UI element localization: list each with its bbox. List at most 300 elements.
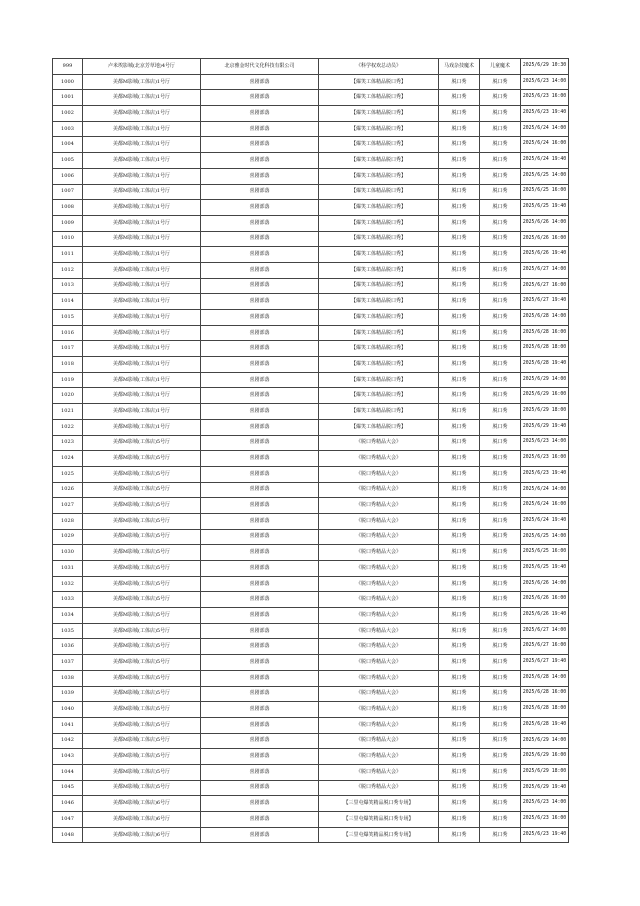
table-row [53, 780, 569, 796]
category-cell: 脱口秀 [439, 388, 480, 404]
subcategory-cell: 脱口秀 [480, 608, 521, 624]
category-cell: 脱口秀 [439, 639, 480, 655]
row-number-cell: 1004 [53, 137, 83, 153]
row-number-cell: 1000 [53, 74, 83, 90]
organizer-cell: 喜剧部落 [201, 717, 319, 733]
show-title-cell: 【爆笑工体精品脱口秀】 [319, 262, 439, 278]
organizer-cell: 喜剧部落 [201, 466, 319, 482]
showtime-cell: 2025/6/29 16:00 [521, 749, 569, 765]
category-cell: 脱口秀 [439, 278, 480, 294]
category-cell: 脱口秀 [439, 827, 480, 843]
row-number-cell: 1005 [53, 153, 83, 169]
organizer-cell: 喜剧部落 [201, 482, 319, 498]
table-row [53, 482, 569, 498]
category-cell: 脱口秀 [439, 529, 480, 545]
table-row [53, 153, 569, 169]
row-number-cell: 1016 [53, 325, 83, 341]
category-cell: 脱口秀 [439, 451, 480, 467]
show-title-cell: 《脱口秀精品大会》 [319, 513, 439, 529]
category-cell: 脱口秀 [439, 262, 480, 278]
organizer-cell: 喜剧部落 [201, 137, 319, 153]
venue-cell: 美都M影城(工体店)6号厅 [83, 796, 201, 812]
table-row [53, 655, 569, 671]
category-cell: 脱口秀 [439, 90, 480, 106]
category-cell: 脱口秀 [439, 404, 480, 420]
show-title-cell: 《脱口秀精品大会》 [319, 482, 439, 498]
category-cell: 脱口秀 [439, 812, 480, 828]
row-number-cell: 999 [53, 59, 83, 75]
venue-cell: 美都M影城(工体店)1号厅 [83, 310, 201, 326]
show-title-cell: 【爆笑工体精品脱口秀】 [319, 231, 439, 247]
category-cell: 脱口秀 [439, 200, 480, 216]
show-title-cell: 《脱口秀精品大会》 [319, 592, 439, 608]
showtime-cell: 2025/6/24 19:40 [521, 513, 569, 529]
show-title-cell: 《脱口秀精品大会》 [319, 608, 439, 624]
organizer-cell: 喜剧部落 [201, 90, 319, 106]
subcategory-cell: 脱口秀 [480, 357, 521, 373]
table-row [53, 764, 569, 780]
row-number-cell: 1037 [53, 655, 83, 671]
row-number-cell: 1029 [53, 529, 83, 545]
category-cell: 脱口秀 [439, 780, 480, 796]
showtime-cell: 2025/6/29 18:00 [521, 404, 569, 420]
show-title-cell: 《脱口秀精品大会》 [319, 451, 439, 467]
subcategory-cell: 脱口秀 [480, 262, 521, 278]
show-title-cell: 《脱口秀精品大会》 [319, 561, 439, 577]
show-title-cell: 《脱口秀精品大会》 [319, 529, 439, 545]
show-title-cell: 【爆笑工体精品脱口秀】 [319, 341, 439, 357]
row-number-cell: 1008 [53, 200, 83, 216]
subcategory-cell: 脱口秀 [480, 388, 521, 404]
category-cell: 脱口秀 [439, 419, 480, 435]
showtime-cell: 2025/6/29 16:00 [521, 388, 569, 404]
subcategory-cell: 脱口秀 [480, 404, 521, 420]
category-cell: 脱口秀 [439, 231, 480, 247]
show-title-cell: 【爆笑工体精品脱口秀】 [319, 153, 439, 169]
row-number-cell: 1022 [53, 419, 83, 435]
showtime-cell: 2025/6/25 19:40 [521, 561, 569, 577]
subcategory-cell: 脱口秀 [480, 655, 521, 671]
showtime-cell: 2025/6/25 19:40 [521, 200, 569, 216]
table-row [53, 247, 569, 263]
organizer-cell: 喜剧部落 [201, 561, 319, 577]
venue-cell: 美都M影城(工体店)5号厅 [83, 702, 201, 718]
organizer-cell: 喜剧部落 [201, 670, 319, 686]
table-row [53, 670, 569, 686]
category-cell: 脱口秀 [439, 74, 480, 90]
venue-cell: 美都M影城(工体店)5号厅 [83, 513, 201, 529]
subcategory-cell: 脱口秀 [480, 294, 521, 310]
table-row [53, 592, 569, 608]
venue-cell: 美都M影城(工体店)1号厅 [83, 388, 201, 404]
venue-cell: 美都M影城(工体店)1号厅 [83, 137, 201, 153]
organizer-cell: 喜剧部落 [201, 262, 319, 278]
show-title-cell: 【三里屯爆笑精品脱口秀专场】 [319, 827, 439, 843]
showtime-cell: 2025/6/24 19:40 [521, 153, 569, 169]
show-title-cell: 《脱口秀精品大会》 [319, 686, 439, 702]
subcategory-cell: 脱口秀 [480, 513, 521, 529]
table-row [53, 796, 569, 812]
subcategory-cell: 脱口秀 [480, 592, 521, 608]
organizer-cell: 喜剧部落 [201, 388, 319, 404]
organizer-cell: 喜剧部落 [201, 639, 319, 655]
subcategory-cell: 脱口秀 [480, 106, 521, 122]
venue-cell: 美都M影城(工体店)1号厅 [83, 357, 201, 373]
showtime-cell: 2025/6/28 14:00 [521, 310, 569, 326]
venue-cell: 美都M影城(工体店)1号厅 [83, 372, 201, 388]
table-row [53, 372, 569, 388]
venue-cell: 美都M影城(工体店)1号厅 [83, 325, 201, 341]
show-title-cell: 【爆笑工体精品脱口秀】 [319, 90, 439, 106]
show-title-cell: 《科学权欢总动员》 [319, 59, 439, 75]
subcategory-cell: 脱口秀 [480, 717, 521, 733]
category-cell: 脱口秀 [439, 498, 480, 514]
organizer-cell: 喜剧部落 [201, 419, 319, 435]
row-number-cell: 1014 [53, 294, 83, 310]
venue-cell: 美都M影城(工体店)1号厅 [83, 247, 201, 263]
venue-cell: 美都M影城(工体店)5号厅 [83, 545, 201, 561]
showtime-cell: 2025/6/25 14:00 [521, 529, 569, 545]
subcategory-cell: 脱口秀 [480, 435, 521, 451]
category-cell: 脱口秀 [439, 121, 480, 137]
subcategory-cell: 脱口秀 [480, 200, 521, 216]
table-row [53, 168, 569, 184]
show-title-cell: 【爆笑工体精品脱口秀】 [319, 200, 439, 216]
subcategory-cell: 脱口秀 [480, 670, 521, 686]
show-title-cell: 《脱口秀精品大会》 [319, 498, 439, 514]
organizer-cell: 喜剧部落 [201, 168, 319, 184]
showtime-cell: 2025/6/27 16:00 [521, 639, 569, 655]
venue-cell: 美都M影城(工体店)5号厅 [83, 592, 201, 608]
organizer-cell: 喜剧部落 [201, 796, 319, 812]
row-number-cell: 1046 [53, 796, 83, 812]
showtime-cell: 2025/6/24 14:00 [521, 482, 569, 498]
subcategory-cell: 脱口秀 [480, 451, 521, 467]
subcategory-cell: 脱口秀 [480, 623, 521, 639]
table-row [53, 827, 569, 843]
table-row [53, 137, 569, 153]
show-title-cell: 【爆笑工体精品脱口秀】 [319, 357, 439, 373]
category-cell: 脱口秀 [439, 106, 480, 122]
organizer-cell: 喜剧部落 [201, 623, 319, 639]
showtime-cell: 2025/6/29 18:00 [521, 764, 569, 780]
showtime-cell: 2025/6/25 16:00 [521, 545, 569, 561]
organizer-cell: 喜剧部落 [201, 310, 319, 326]
organizer-cell: 喜剧部落 [201, 294, 319, 310]
row-number-cell: 1012 [53, 262, 83, 278]
subcategory-cell: 脱口秀 [480, 419, 521, 435]
organizer-cell: 喜剧部落 [201, 545, 319, 561]
subcategory-cell: 脱口秀 [480, 529, 521, 545]
organizer-cell: 喜剧部落 [201, 357, 319, 373]
category-cell: 脱口秀 [439, 670, 480, 686]
showtime-cell: 2025/6/25 14:00 [521, 168, 569, 184]
organizer-cell: 喜剧部落 [201, 576, 319, 592]
organizer-cell: 喜剧部落 [201, 435, 319, 451]
subcategory-cell: 脱口秀 [480, 153, 521, 169]
table-row [53, 435, 569, 451]
showtime-cell: 2025/6/26 14:00 [521, 215, 569, 231]
showtime-cell: 2025/6/28 16:00 [521, 325, 569, 341]
organizer-cell: 喜剧部落 [201, 529, 319, 545]
subcategory-cell: 脱口秀 [480, 498, 521, 514]
subcategory-cell: 脱口秀 [480, 545, 521, 561]
table-row [53, 90, 569, 106]
subcategory-cell: 脱口秀 [480, 247, 521, 263]
venue-cell: 美都M影城(工体店)5号厅 [83, 686, 201, 702]
showtime-cell: 2025/6/23 16:00 [521, 812, 569, 828]
show-title-cell: 【爆笑工体精品脱口秀】 [319, 404, 439, 420]
venue-cell: 美都M影城(工体店)1号厅 [83, 121, 201, 137]
venue-cell: 美都M影城(工体店)5号厅 [83, 451, 201, 467]
subcategory-cell: 脱口秀 [480, 827, 521, 843]
category-cell: 脱口秀 [439, 655, 480, 671]
showtime-cell: 2025/6/29 19:40 [521, 419, 569, 435]
category-cell: 脱口秀 [439, 702, 480, 718]
row-number-cell: 1038 [53, 670, 83, 686]
category-cell: 脱口秀 [439, 576, 480, 592]
venue-cell: 美都M影城(工体店)5号厅 [83, 482, 201, 498]
venue-cell: 美都M影城(工体店)5号厅 [83, 780, 201, 796]
venue-cell: 美都M影城(工体店)1号厅 [83, 341, 201, 357]
venue-cell: 美都M影城(工体店)5号厅 [83, 623, 201, 639]
subcategory-cell: 脱口秀 [480, 168, 521, 184]
row-number-cell: 1035 [53, 623, 83, 639]
row-number-cell: 1044 [53, 764, 83, 780]
table-row [53, 812, 569, 828]
organizer-cell: 喜剧部落 [201, 655, 319, 671]
show-title-cell: 《脱口秀精品大会》 [319, 655, 439, 671]
showtime-cell: 2025/6/23 14:00 [521, 74, 569, 90]
subcategory-cell: 脱口秀 [480, 796, 521, 812]
showtime-cell: 2025/6/23 19:40 [521, 827, 569, 843]
row-number-cell: 1025 [53, 466, 83, 482]
organizer-cell: 喜剧部落 [201, 247, 319, 263]
venue-cell: 美都M影城(工体店)5号厅 [83, 466, 201, 482]
show-title-cell: 【爆笑工体精品脱口秀】 [319, 325, 439, 341]
row-number-cell: 1023 [53, 435, 83, 451]
organizer-cell: 喜剧部落 [201, 74, 319, 90]
showtime-cell: 2025/6/24 16:00 [521, 137, 569, 153]
table-row [53, 278, 569, 294]
row-number-cell: 1013 [53, 278, 83, 294]
showtime-cell: 2025/6/27 14:00 [521, 623, 569, 639]
organizer-cell: 喜剧部落 [201, 827, 319, 843]
venue-cell: 美都M影城(工体店)6号厅 [83, 827, 201, 843]
organizer-cell: 喜剧部落 [201, 278, 319, 294]
category-cell: 脱口秀 [439, 561, 480, 577]
category-cell: 脱口秀 [439, 168, 480, 184]
organizer-cell: 喜剧部落 [201, 592, 319, 608]
showtime-cell: 2025/6/29 10:30 [521, 59, 569, 75]
showtime-cell: 2025/6/23 14:00 [521, 796, 569, 812]
category-cell: 脱口秀 [439, 686, 480, 702]
row-number-cell: 1040 [53, 702, 83, 718]
venue-cell: 美都M影城(工体店)1号厅 [83, 294, 201, 310]
venue-cell: 美都M影城(工体店)1号厅 [83, 106, 201, 122]
organizer-cell: 喜剧部落 [201, 325, 319, 341]
row-number-cell: 1018 [53, 357, 83, 373]
row-number-cell: 1027 [53, 498, 83, 514]
venue-cell: 美都M影城(工体店)5号厅 [83, 608, 201, 624]
row-number-cell: 1042 [53, 733, 83, 749]
organizer-cell: 喜剧部落 [201, 451, 319, 467]
row-number-cell: 1036 [53, 639, 83, 655]
subcategory-cell: 脱口秀 [480, 702, 521, 718]
organizer-cell: 喜剧部落 [201, 404, 319, 420]
table-row [53, 404, 569, 420]
row-number-cell: 1010 [53, 231, 83, 247]
category-cell: 脱口秀 [439, 513, 480, 529]
showtime-cell: 2025/6/29 14:00 [521, 733, 569, 749]
show-title-cell: 《脱口秀精品大会》 [319, 545, 439, 561]
organizer-cell: 喜剧部落 [201, 231, 319, 247]
organizer-cell: 喜剧部落 [201, 513, 319, 529]
subcategory-cell: 脱口秀 [480, 372, 521, 388]
category-cell: 脱口秀 [439, 466, 480, 482]
organizer-cell: 喜剧部落 [201, 733, 319, 749]
showtime-cell: 2025/6/23 16:00 [521, 90, 569, 106]
organizer-cell: 喜剧部落 [201, 812, 319, 828]
subcategory-cell: 脱口秀 [480, 121, 521, 137]
category-cell: 脱口秀 [439, 749, 480, 765]
category-cell: 脱口秀 [439, 325, 480, 341]
row-number-cell: 1009 [53, 215, 83, 231]
organizer-cell: 喜剧部落 [201, 498, 319, 514]
show-title-cell: 【爆笑工体精品脱口秀】 [319, 310, 439, 326]
show-title-cell: 【爆笑工体精品脱口秀】 [319, 74, 439, 90]
table-row [53, 325, 569, 341]
venue-cell: 美都M影城(工体店)5号厅 [83, 561, 201, 577]
organizer-cell: 喜剧部落 [201, 749, 319, 765]
organizer-cell: 喜剧部落 [201, 106, 319, 122]
subcategory-cell: 脱口秀 [480, 686, 521, 702]
row-number-cell: 1032 [53, 576, 83, 592]
category-cell: 脱口秀 [439, 545, 480, 561]
show-title-cell: 《脱口秀精品大会》 [319, 639, 439, 655]
venue-cell: 卢米埃影城(北京芳草地)4号厅 [83, 59, 201, 75]
row-number-cell: 1028 [53, 513, 83, 529]
category-cell: 脱口秀 [439, 357, 480, 373]
category-cell: 脱口秀 [439, 764, 480, 780]
showtime-cell: 2025/6/28 19:40 [521, 357, 569, 373]
organizer-cell: 喜剧部落 [201, 184, 319, 200]
table-row [53, 357, 569, 373]
showtime-cell: 2025/6/26 14:00 [521, 576, 569, 592]
venue-cell: 美都M影城(工体店)5号厅 [83, 655, 201, 671]
venue-cell: 美都M影城(工体店)6号厅 [83, 812, 201, 828]
venue-cell: 美都M影城(工体店)1号厅 [83, 278, 201, 294]
venue-cell: 美都M影城(工体店)1号厅 [83, 200, 201, 216]
schedule-table [52, 58, 569, 843]
venue-cell: 美都M影城(工体店)5号厅 [83, 749, 201, 765]
show-title-cell: 《脱口秀精品大会》 [319, 717, 439, 733]
venue-cell: 美都M影城(工体店)5号厅 [83, 764, 201, 780]
venue-cell: 美都M影城(工体店)1号厅 [83, 404, 201, 420]
venue-cell: 美都M影城(工体店)5号厅 [83, 498, 201, 514]
showtime-cell: 2025/6/28 18:00 [521, 702, 569, 718]
subcategory-cell: 脱口秀 [480, 764, 521, 780]
table-row [53, 576, 569, 592]
showtime-cell: 2025/6/26 19:40 [521, 247, 569, 263]
show-title-cell: 【爆笑工体精品脱口秀】 [319, 184, 439, 200]
category-cell: 脱口秀 [439, 137, 480, 153]
subcategory-cell: 脱口秀 [480, 215, 521, 231]
table-row [53, 498, 569, 514]
table-row [53, 419, 569, 435]
organizer-cell: 北京雅金时代文化科技有限公司 [201, 59, 319, 75]
organizer-cell: 喜剧部落 [201, 780, 319, 796]
show-title-cell: 【爆笑工体精品脱口秀】 [319, 137, 439, 153]
category-cell: 脱口秀 [439, 435, 480, 451]
showtime-cell: 2025/6/29 19:40 [521, 780, 569, 796]
organizer-cell: 喜剧部落 [201, 200, 319, 216]
showtime-cell: 2025/6/28 16:00 [521, 686, 569, 702]
organizer-cell: 喜剧部落 [201, 215, 319, 231]
show-title-cell: 《脱口秀精品大会》 [319, 702, 439, 718]
table-row [53, 200, 569, 216]
showtime-cell: 2025/6/27 14:00 [521, 262, 569, 278]
table-row [53, 529, 569, 545]
row-number-cell: 1011 [53, 247, 83, 263]
show-title-cell: 【爆笑工体精品脱口秀】 [319, 168, 439, 184]
table-row [53, 388, 569, 404]
table-row [53, 106, 569, 122]
subcategory-cell: 脱口秀 [480, 310, 521, 326]
row-number-cell: 1043 [53, 749, 83, 765]
show-title-cell: 【爆笑工体精品脱口秀】 [319, 372, 439, 388]
show-title-cell: 【三里屯爆笑精品脱口秀专场】 [319, 796, 439, 812]
venue-cell: 美都M影城(工体店)1号厅 [83, 215, 201, 231]
table-row [53, 294, 569, 310]
category-cell: 脱口秀 [439, 184, 480, 200]
row-number-cell: 1007 [53, 184, 83, 200]
category-cell: 脱口秀 [439, 608, 480, 624]
subcategory-cell: 脱口秀 [480, 639, 521, 655]
table-row [53, 59, 569, 75]
table-row [53, 215, 569, 231]
subcategory-cell: 脱口秀 [480, 184, 521, 200]
table-row [53, 702, 569, 718]
subcategory-cell: 儿童魔术 [480, 59, 521, 75]
subcategory-cell: 脱口秀 [480, 812, 521, 828]
showtime-cell: 2025/6/27 19:40 [521, 655, 569, 671]
table-row [53, 513, 569, 529]
category-cell: 脱口秀 [439, 247, 480, 263]
table-row [53, 451, 569, 467]
row-number-cell: 1041 [53, 717, 83, 733]
venue-cell: 美都M影城(工体店)5号厅 [83, 670, 201, 686]
category-cell: 脱口秀 [439, 153, 480, 169]
table-row [53, 545, 569, 561]
category-cell: 马戏杂技魔术 [439, 59, 480, 75]
venue-cell: 美都M影城(工体店)5号厅 [83, 576, 201, 592]
subcategory-cell: 脱口秀 [480, 341, 521, 357]
show-title-cell: 《脱口秀精品大会》 [319, 623, 439, 639]
show-title-cell: 【爆笑工体精品脱口秀】 [319, 121, 439, 137]
showtime-cell: 2025/6/26 16:00 [521, 592, 569, 608]
showtime-cell: 2025/6/27 16:00 [521, 278, 569, 294]
table-row [53, 639, 569, 655]
showtime-cell: 2025/6/24 14:00 [521, 121, 569, 137]
subcategory-cell: 脱口秀 [480, 576, 521, 592]
show-title-cell: 【爆笑工体精品脱口秀】 [319, 294, 439, 310]
category-cell: 脱口秀 [439, 796, 480, 812]
organizer-cell: 喜剧部落 [201, 341, 319, 357]
showtime-cell: 2025/6/26 16:00 [521, 231, 569, 247]
subcategory-cell: 脱口秀 [480, 74, 521, 90]
organizer-cell: 喜剧部落 [201, 608, 319, 624]
